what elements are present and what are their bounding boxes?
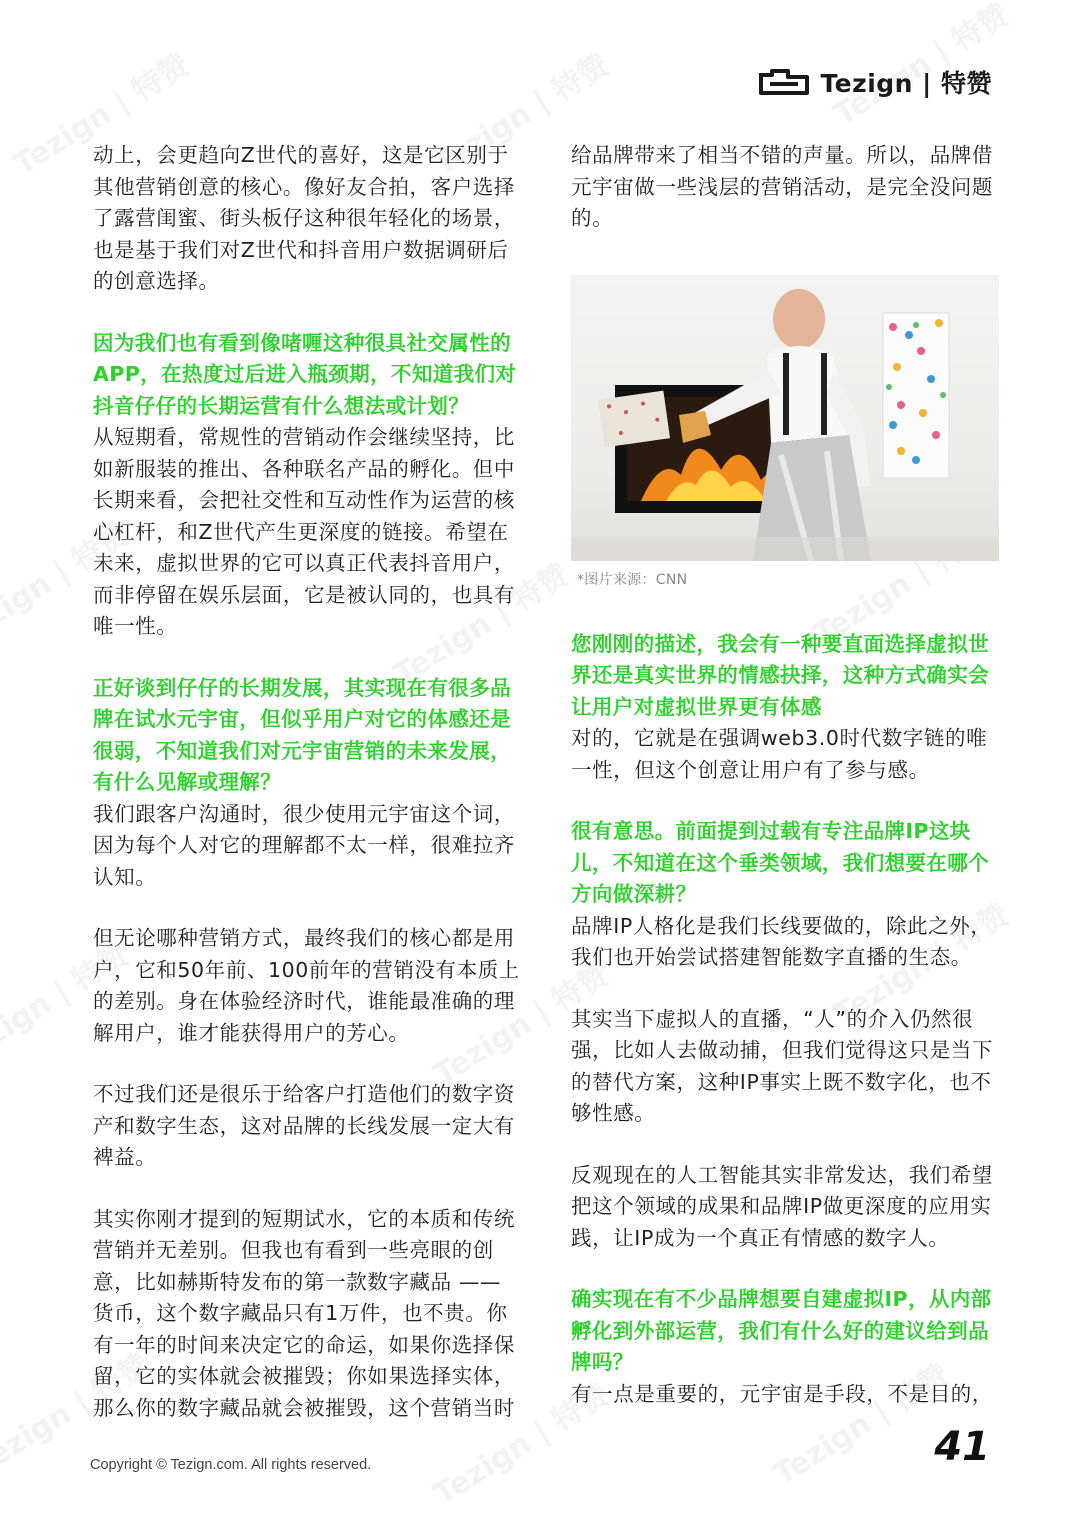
question-paragraph: 您刚刚的描述，我会有一种要直面选择虚拟世界还是真实世界的情感抉择，这种方式确实会让用户对虚拟世界更有体感 bbox=[571, 631, 989, 719]
paragraph: 其实当下虚拟人的直播，“人”的介入仍然很强，比如人去做动捕，但我们觉得这只是当下的替代方案，这种IP事实上既不数字化，也不够性感。 bbox=[571, 1006, 993, 1125]
paragraph: 对的，它就是在强调web3.0时代数字链的唯一性，但这个创意让用户有了参与感。 bbox=[571, 726, 988, 782]
paragraph: 不过我们还是很乐于给客户打造他们的数字资产和数字生态，这对品牌的长线发展一定大有裨益。 bbox=[93, 1082, 515, 1169]
paragraph: 反观现在的人工智能其实非常发达，我们希望把这个领域的成果和品牌IP做更深度的应用实践，让IP成为一个真正有情感的数字人。 bbox=[571, 1162, 993, 1250]
photo-caption: *图片来源：CNN bbox=[577, 571, 688, 588]
article-photo bbox=[571, 275, 999, 561]
page-header bbox=[758, 62, 992, 102]
copyright-text: Copyright © Tezign.com. All rights reserved. bbox=[90, 1457, 372, 1473]
question-paragraph: 很有意思。前面提到过载有专注品牌IP这块儿，不知道在这个垂类领域，我们想要在哪个方向做深耕？ bbox=[571, 819, 989, 906]
paragraph: 从短期看，常规性的营销动作会继续坚持，比如新服装的推出、各种联名产品的孵化。但中长期来看，会把社交性和互动性作为运营的核心杠杆，和Z世代产生更深度的链接。希望在未来，虚拟世界的它可以真正代表抖音用户，而非停留在娱乐层面，它是被认同的，也具有唯一性。 bbox=[93, 425, 515, 638]
question-paragraph: 正好谈到仔仔的长期发展，其实现在有很多品牌在试水元宇宙，但似乎用户对它的体感还是很弱，不知道我们对元宇宙营销的未来发展，有什么见解或理解？ bbox=[93, 675, 511, 794]
left-column bbox=[93, 140, 521, 1424]
question-paragraph: 因为我们也有看到像啫喱这种很具社交属性的APP，在热度过后进入瓶颈期，不知道我们对抖音仔仔的长期运营有什么想法或计划？ bbox=[93, 330, 517, 418]
paragraph: 我们跟客户沟通时，很少使用元宇宙这个词，因为每个人对它的理解都不太一样，很难拉齐认知。 bbox=[93, 801, 515, 889]
question-paragraph: 确实现在有不少品牌想要自建虚拟IP，从内部孵化到外部运营，我们有什么好的建议给到品牌吗？ bbox=[571, 1287, 992, 1374]
paragraph: 但无论哪种营销方式，最终我们的核心都是用户，它和50年前、100前年的营销没有本质上的差别。身在体验经济时代，谁能最准确的理解用户，谁才能获得用户的芳心。 bbox=[93, 926, 520, 1045]
photo-illustration bbox=[571, 275, 999, 561]
paragraph: 其实你刚才提到的短期试水，它的本质和传统营销并无差别。但我也有看到一些亮眼的创意，比如赫斯特发布的第一款数字藏品 —— 货币，这个数字藏品只有1万件，也不贵。你有一年的时间来决定它的命运，如果你选择保留，它的实体就会被摧毁；你如果选择实体，那么你的数字藏品就会被摧毁，这个营销当时 bbox=[93, 1206, 515, 1420]
page-number: 41 bbox=[934, 1424, 990, 1470]
paragraph: 有一点是重要的，元宇宙是手段，不是目的， bbox=[571, 1381, 993, 1406]
brand-name: Tezign | 特赞 bbox=[820, 69, 992, 98]
right-column bbox=[571, 140, 999, 1410]
tezign-logo-icon bbox=[758, 65, 810, 99]
paragraph: 品牌IP人格化是我们长线要做的，除此之外，我们也开始尝试搭建智能数字直播的生态。 bbox=[571, 913, 992, 969]
paragraph: 给品牌带来了相当不错的声量。所以，品牌借元宇宙做一些浅层的营销活动，是完全没问题的。 bbox=[571, 143, 993, 230]
paragraph: 动上，会更趋向Z世代的喜好，这是它区别于其他营销创意的核心。像好友合拍，客户选择了露营闺蜜、街头板仔这种很年轻化的场景，也是基于我们对Z世代和抖音用户数据调研后的创意选择。 bbox=[93, 143, 515, 293]
